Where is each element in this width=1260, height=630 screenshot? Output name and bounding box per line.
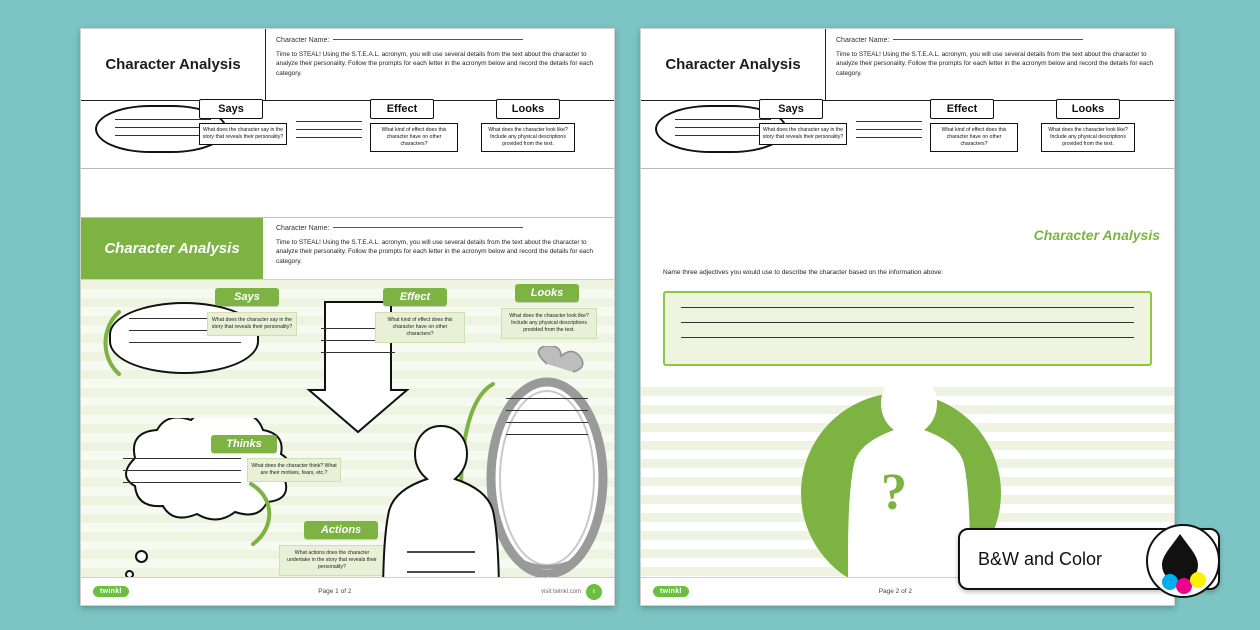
tag-looks-bw: Looks <box>496 99 560 119</box>
page2-page-number: Page 2 of 2 <box>878 588 912 595</box>
caption-effect-bw-2: What kind of effect does this character have on other characters? <box>930 123 1018 152</box>
bw-and-color-badge <box>958 528 1220 590</box>
thought-dot-large-icon <box>135 550 148 563</box>
effect-lines-bw-2 <box>856 121 922 138</box>
caption-looks-bw-2: What does the character look like? Include any physical descriptions provided from the text. <box>1041 123 1135 152</box>
caption-looks-bw: What does the character look like? Include any physical descriptions provided from the text. <box>481 123 575 152</box>
speech-lines-bw <box>115 119 211 136</box>
page2-bw-preview-strip <box>641 101 1174 169</box>
visit-badge-icon: t <box>586 584 602 600</box>
tag-actions: Actions <box>304 521 378 539</box>
overlay-content <box>81 280 614 605</box>
page2-header <box>641 29 1174 101</box>
speech-lines-bw-2 <box>675 119 771 136</box>
page2-title-box: Character Analysis <box>641 29 826 100</box>
page2-character-name-field[interactable] <box>836 37 1164 44</box>
page1-header <box>81 29 614 101</box>
visit-label: visit twinkl.com <box>540 588 581 595</box>
tag-effect-bw: Effect <box>370 99 434 119</box>
page1-color-overlay <box>81 217 614 605</box>
worksheet-page-2 <box>640 28 1175 606</box>
ink-drop-cmyk-icon <box>1146 524 1220 598</box>
adjectives-lines[interactable] <box>681 307 1134 352</box>
twinkl-logo-2: twinkl <box>653 586 689 597</box>
tag-effect-bw-2: Effect <box>930 99 994 119</box>
tag-effect: Effect <box>383 288 447 306</box>
overlay-header <box>81 218 614 280</box>
page1-footer <box>81 577 614 605</box>
bw-and-color-label: B&W and Color <box>978 548 1103 569</box>
character-name-label: Character Name: <box>276 37 330 44</box>
character-name-field[interactable] <box>276 37 604 44</box>
caption-looks: What does the character look like? Include any physical descriptions provided from the text. <box>501 308 597 339</box>
page1-page-number: Page 1 of 2 <box>318 588 352 595</box>
adjectives-answer-box[interactable] <box>663 291 1152 366</box>
tag-looks-bw-2: Looks <box>1056 99 1120 119</box>
page2-heading: Character Analysis <box>1033 227 1160 243</box>
thinks-answer-lines[interactable] <box>123 458 241 483</box>
caption-thinks: What does the character think? What are their motives, fears, etc.? <box>247 458 341 482</box>
page2-intro-text: Time to STEAL! Using the S.T.E.A.L. acronym, you will use several details from the text about the character to analyze their personality. Follow the prompts for each letter in the acronym below and record the details for each category. <box>836 51 1154 77</box>
visit-link[interactable] <box>541 584 602 600</box>
tag-says: Says <box>215 288 279 306</box>
overlay-character-name-label: Character Name: <box>276 225 330 232</box>
page-title: Character Analysis <box>81 29 266 100</box>
tag-thinks: Thinks <box>211 435 277 453</box>
looks-answer-lines[interactable] <box>506 398 588 435</box>
tag-looks: Looks <box>515 284 579 302</box>
thinks-accent-icon <box>241 480 281 550</box>
caption-actions: What actions does the character undertake in the story that reveals their personality? <box>279 545 385 576</box>
caption-effect-bw: What kind of effect does this character have on other characters? <box>370 123 458 152</box>
twinkl-logo: twinkl <box>93 586 129 597</box>
overlay-page-title: Character Analysis <box>81 218 266 279</box>
page2-character-name-label: Character Name: <box>836 37 890 44</box>
tag-says-bw: Says <box>199 99 263 119</box>
worksheet-page-1 <box>80 28 615 606</box>
caption-says-bw: What does the character say in the story that reveals their personality? <box>199 123 287 145</box>
page1-bw-preview-strip <box>81 101 614 169</box>
caption-effect: What kind of effect does this character have on other characters? <box>375 312 465 343</box>
overlay-intro-text: Time to STEAL! Using the S.T.E.A.L. acronym, you will use several details from the text about the character to analyze their personality. Follow the prompts for each letter in the acronym below and record the details for each category. <box>276 239 594 265</box>
question-mark-icon: ? <box>881 464 907 521</box>
caption-says-bw-2: What does the character say in the story that reveals their personality? <box>759 123 847 145</box>
caption-says: What does the character say in the story that reveals their personality? <box>207 312 297 336</box>
intro-text: Time to STEAL! Using the S.T.E.A.L. acronym, you will use several details from the text about the character to analyze their personality. Follow the prompts for each letter in the acronym below and record the details for each category. <box>276 51 594 77</box>
tag-says-bw-2: Says <box>759 99 823 119</box>
effect-lines-bw <box>296 121 362 138</box>
overlay-character-name-field[interactable] <box>276 225 604 232</box>
speech-bubble-accent-icon <box>97 308 123 378</box>
page2-prompt: Name three adjectives you would use to describe the character based on the information above: <box>663 269 944 276</box>
